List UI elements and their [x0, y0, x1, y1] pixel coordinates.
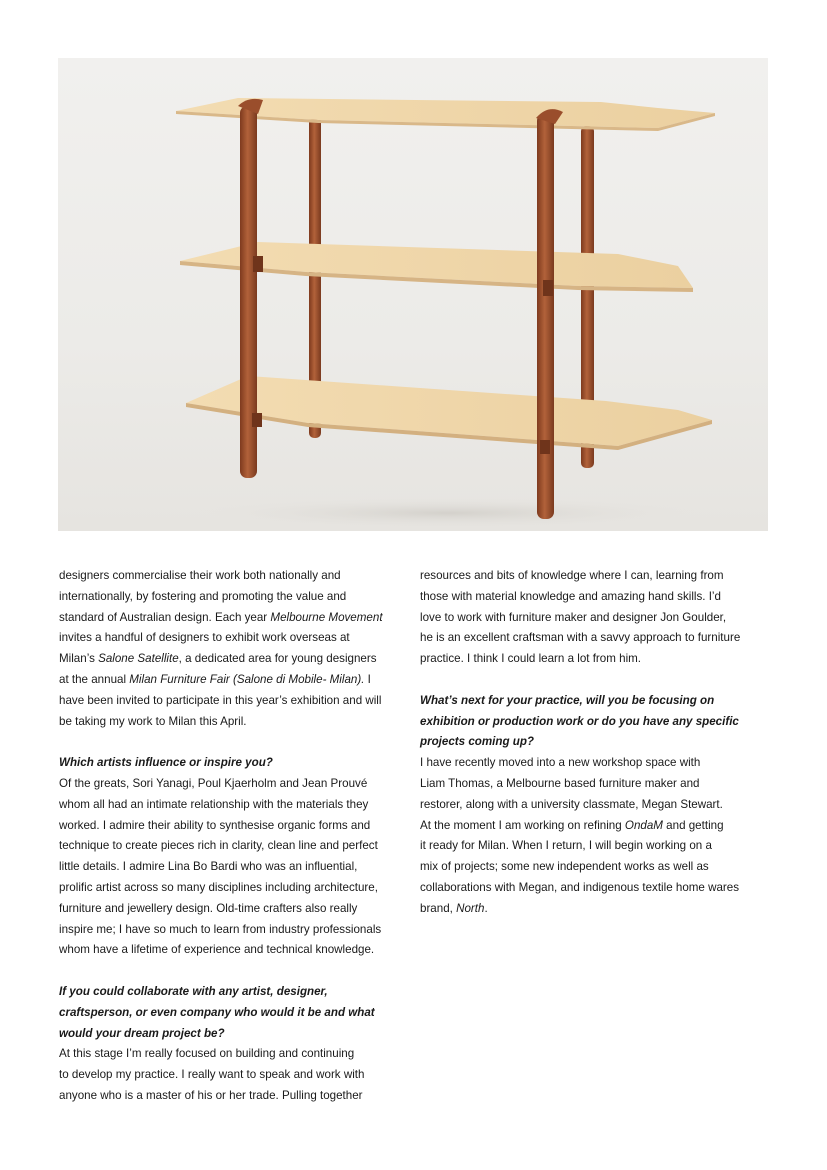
question-collaboration: If you could collaborate with any artist, designer, craftsperson, or even company who would it be and what would your dream project be?: [59, 984, 375, 1040]
milan-furniture-fair-title: Milan Furniture Fair (Salone di Mobile- Milan).: [129, 672, 365, 686]
salone-satellite-title: Salone Satellite: [98, 652, 179, 666]
answer-collaboration-continued: resources and bits of knowledge where I can, learning from those with material knowledge and amazing hand skills. I’d love to work with furniture maker and designer Jon Goulder, he is an excellent craftsman with a savvy approach to furniture practice. I think I could learn a lot from him.: [420, 569, 741, 666]
question-next-steps: What’s next for your practice, will you be focusing on exhibition or production work or do you have any specific projects coming up?: [420, 693, 739, 749]
article-column-left: [59, 566, 409, 1107]
front-right-leg: [537, 114, 554, 519]
paragraph-intro: designers commercialise their work both nationally and internationally, by fostering and promoting the value and standard of Australian design. Each year Melbourne Movement invites a handful of designers to exhibit work overseas at Milan’s Salone Satellite, a dedicated area for young designers at the annual Milan Furniture Fair (Salone di Mobile- Milan). I have been invited to participate in this year’s exhibition and will be taking my work to Milan this April.: [59, 569, 383, 728]
ondam-title: OndaM: [624, 818, 663, 832]
question-influences: Which artists influence or inspire you?: [59, 756, 273, 770]
north-brand-title: North: [456, 901, 485, 915]
melbourne-movement-title: Melbourne Movement: [270, 610, 383, 624]
shelving-unit-illustration: [58, 58, 768, 531]
answer-influences: Of the greats, Sori Yanagi, Poul Kjaerholm and Jean Prouvé whom all had an intimate relationship with the materials they worked. I admire their ability to synthesise organic forms and technique to create pieces rich in clarity, clean line and perfect little details. I admire Lina Bo Bardi who was an influential, prolific artist across so many disciplines including architecture, furniture and jewellery design. Old-time crafters also really inspire me; I have so much to learn from industry professionals whom have a lifetime of experience and technical knowledge.: [59, 776, 382, 957]
article-column-right: [420, 566, 772, 920]
shelving-unit-photo: [58, 58, 768, 531]
answer-next-steps: I have recently moved into a new workshop space with Liam Thomas, a Melbourne based furniture maker and restorer, along with a university classmate, Megan Stewart. At the moment I am working on refining OndaM and getting it ready for Milan. When I return, I will begin working on a mix of projects; some new independent works as well as collaborations with Megan, and indigenous textile home wares brand, North.: [420, 756, 740, 915]
floor-shadow: [188, 497, 708, 529]
answer-collaboration: At this stage I’m really focused on building and continuing to develop my practice. I really want to speak and work with anyone who is a master of his or her trade. Pulling together: [59, 1047, 365, 1102]
